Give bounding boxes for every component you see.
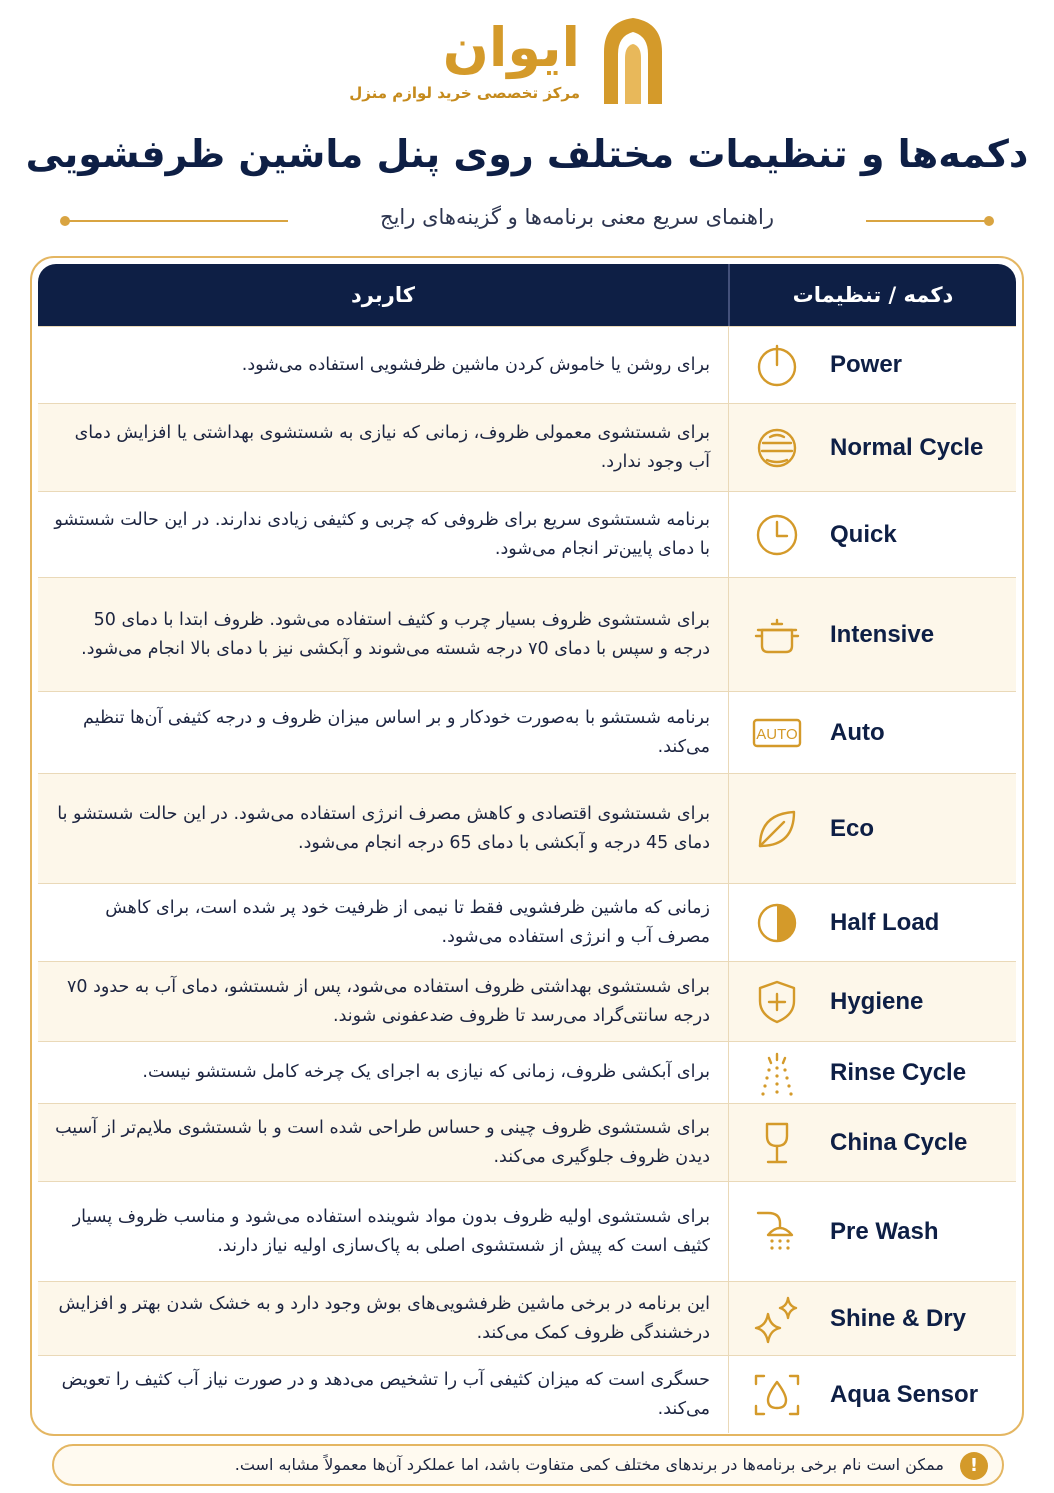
row-description-text: برنامه شستشوی سریع برای ظروفی که چربی و کثیفی زیادی ندارند. در این حالت شستشو با دمای پایین‌تر انجام می‌شود. bbox=[54, 509, 710, 559]
leaf-icon bbox=[744, 774, 810, 883]
divider-line bbox=[866, 220, 986, 222]
column-divider bbox=[728, 1182, 729, 1281]
row-setting-name: Normal Cycle bbox=[830, 433, 984, 461]
row-description bbox=[54, 884, 710, 961]
row-description-text: این برنامه در برخی ماشین ظرفشویی‌های بوش وجود دارد و به خشک شدن بهتر و افزایش درخشندگی ظروف کمک می‌کند. bbox=[58, 1293, 710, 1343]
page-title: دکمه‌ها و تنظیمات مختلف روی پنل ماشین ظرفشویی bbox=[25, 132, 1029, 176]
table-row bbox=[38, 961, 1016, 1041]
row-description bbox=[54, 1282, 710, 1355]
clock-icon bbox=[744, 492, 810, 577]
shield-plus-icon bbox=[744, 962, 810, 1041]
row-description-text: برنامه شستشو با به‌صورت خودکار و بر اساس میزان ظروف و درجه کثیفی آن‌ها تنظیم می‌کند. bbox=[83, 707, 710, 757]
row-setting-name: Rinse Cycle bbox=[830, 1058, 967, 1086]
table-row bbox=[38, 577, 1016, 691]
column-divider bbox=[728, 327, 729, 403]
row-description-text: برای شستشوی ظروف چینی و حساس طراحی شده است و با شستشوی ملایم‌تر از آسیب دیدن ظروف جلوگیری می‌کند. bbox=[55, 1117, 710, 1167]
table-row bbox=[38, 326, 1016, 403]
row-description bbox=[54, 962, 710, 1041]
svg-text:AUTO: AUTO bbox=[756, 725, 798, 743]
row-description-text: برای شستشوی بهداشتی ظروف استفاده می‌شود، پس از شستشو، دمای آب به حدود ۷0 درجه سانتی‌گراد می‌رسد تا ظروف ضدعفونی شوند. bbox=[67, 976, 710, 1026]
divider-dot bbox=[984, 216, 994, 226]
row-setting-name: Aqua Sensor bbox=[830, 1380, 979, 1408]
row-setting-name: Auto bbox=[830, 718, 885, 746]
row-setting-name: Half Load bbox=[830, 908, 940, 936]
row-description bbox=[54, 774, 710, 883]
row-setting-name: China Cycle bbox=[830, 1128, 968, 1156]
page-subtitle: راهنمای سریع معنی برنامه‌ها و گزینه‌های رایج bbox=[380, 205, 774, 229]
table-row bbox=[38, 883, 1016, 961]
settings-table bbox=[30, 256, 1024, 1436]
row-description-text: برای شستشوی اولیه ظروف بدون مواد شوینده استفاده می‌شود و مناسب ظروف پسیار کثیف است که پیش از شستشوی اصلی به پاک‌سازی اولیه نیاز دارند. bbox=[72, 1206, 710, 1256]
shower-icon bbox=[744, 1182, 810, 1281]
row-description bbox=[54, 1182, 710, 1281]
footnote-text: ممکن است نام برخی برنامه‌ها در برندهای مختلف کمی متفاوت باشد، اما عملکرد آن‌ها معمولاً مشابه است. bbox=[234, 1455, 944, 1474]
column-divider bbox=[728, 404, 729, 491]
column-divider bbox=[728, 492, 729, 577]
row-setting-name: Eco bbox=[830, 814, 875, 842]
water-drop-icon bbox=[744, 1356, 810, 1433]
row-description-text: برای شستشوی اقتصادی و کاهش مصرف انرژی استفاده می‌شود. در این حالت شستشو با دمای 45 درجه و آبکشی با دمای 65 درجه انجام می‌شود. bbox=[57, 803, 710, 853]
row-setting-name: Power bbox=[830, 351, 903, 378]
table-row bbox=[38, 773, 1016, 883]
row-description-text: برای شستشوی ظروف بسیار چرب و کثیف استفاده می‌شود. ظروف ابتدا با دمای 50 درجه و سپس با دمای ۷0 درجه شسته می‌شوند و آبکشی نیز با دمای بالا انجام می‌شود. bbox=[81, 609, 710, 659]
row-description bbox=[54, 1042, 710, 1103]
brand-header bbox=[349, 14, 700, 110]
table-row bbox=[38, 1281, 1016, 1355]
table-row bbox=[38, 1181, 1016, 1281]
row-description bbox=[54, 327, 710, 403]
column-divider bbox=[728, 962, 729, 1041]
row-description bbox=[54, 1104, 710, 1181]
row-description bbox=[54, 692, 710, 773]
row-description-text: برای آبکشی ظروف، زمانی که نیازی به اجرای یک چرخه کامل شستشو نیست. bbox=[142, 1062, 710, 1082]
footnote bbox=[52, 1444, 1004, 1486]
row-setting-name: Quick bbox=[830, 520, 897, 548]
subtitle-row bbox=[60, 200, 994, 240]
wine-glass-icon bbox=[744, 1104, 810, 1181]
table-row bbox=[38, 1041, 1016, 1103]
column-divider bbox=[728, 1104, 729, 1181]
sparkle-icon bbox=[744, 1282, 810, 1355]
table-header bbox=[38, 264, 1016, 326]
exclamation-icon: ! bbox=[960, 1452, 988, 1480]
row-setting-name: Pre Wash bbox=[830, 1217, 939, 1245]
arch-logo-icon bbox=[598, 14, 668, 106]
row-description bbox=[54, 578, 710, 691]
row-description-text: برای شستشوی معمولی ظروف، زمانی که نیازی به شستشوی بهداشتی یا افزایش دمای آب وجود ندارد. bbox=[74, 422, 710, 472]
row-setting-name: Shine & Dry bbox=[830, 1304, 967, 1332]
row-setting-name: Intensive bbox=[830, 620, 935, 648]
column-divider bbox=[728, 774, 729, 883]
power-icon bbox=[744, 327, 810, 403]
divider-line bbox=[68, 220, 288, 222]
table-row bbox=[38, 403, 1016, 491]
table-row bbox=[38, 1103, 1016, 1181]
column-header-button: دکمه / تنظیمات bbox=[792, 283, 954, 307]
table-row bbox=[38, 1355, 1016, 1433]
brand-name: ایوان bbox=[442, 16, 580, 79]
brand-tagline: مرکز تخصصی خرید لوازم منزل bbox=[349, 84, 580, 102]
spray-icon bbox=[744, 1042, 810, 1103]
column-divider bbox=[728, 884, 729, 961]
row-description bbox=[54, 492, 710, 577]
column-divider bbox=[728, 1282, 729, 1355]
row-description bbox=[54, 404, 710, 491]
row-description-text: برای روشن یا خاموش کردن ماشین ظرفشویی استفاده می‌شود. bbox=[241, 354, 710, 375]
pot-icon bbox=[744, 578, 810, 691]
row-description bbox=[54, 1356, 710, 1433]
column-divider bbox=[728, 1042, 729, 1103]
row-description-text: حسگری است که میزان کثیفی آب را تشخیص می‌دهد و در صورت نیاز آب کثیف را تعویض می‌کند. bbox=[61, 1369, 710, 1419]
column-divider bbox=[728, 578, 729, 691]
table-row bbox=[38, 491, 1016, 577]
half-circle-icon bbox=[744, 884, 810, 961]
row-description-text: زمانی که ماشین ظرفشویی فقط تا نیمی از ظرفیت خود پر شده است، برای کاهش مصرف آب و انرژی استفاده می‌شود. bbox=[105, 897, 710, 947]
auto-icon bbox=[744, 692, 810, 773]
bowl-icon bbox=[744, 404, 810, 491]
table-row bbox=[38, 691, 1016, 773]
row-setting-name: Hygiene bbox=[830, 987, 924, 1015]
column-divider bbox=[728, 1356, 729, 1433]
column-header-usage: کاربرد bbox=[351, 283, 415, 307]
column-divider bbox=[728, 692, 729, 773]
